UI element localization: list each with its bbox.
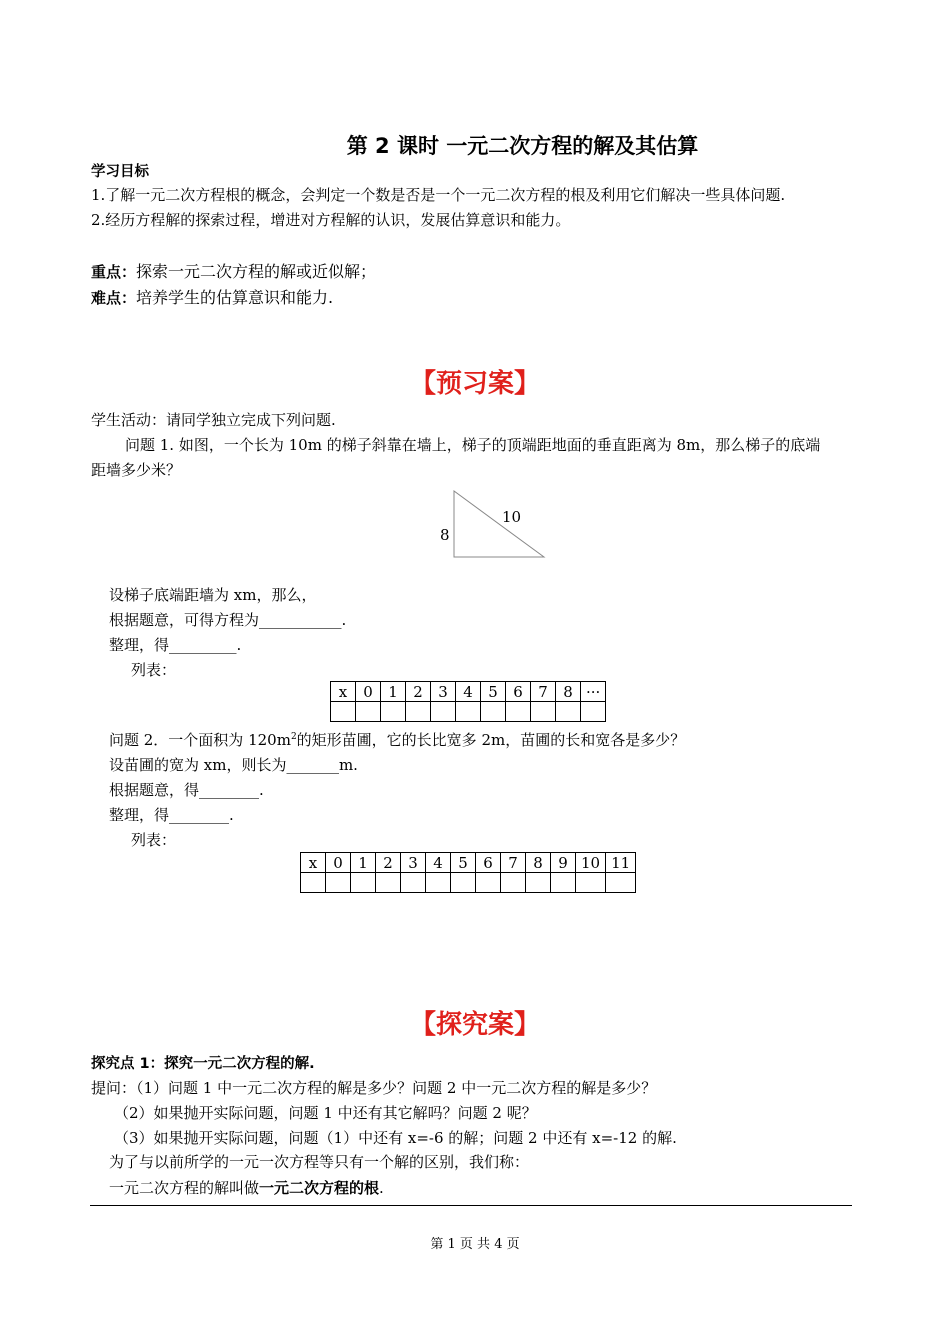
table1-value-cell (531, 702, 556, 722)
table1-header-cell: 1 (381, 682, 406, 702)
table2-header-row (301, 853, 636, 873)
table2-header-cell: 9 (551, 853, 576, 873)
table1-header-cell: 7 (531, 682, 556, 702)
table2-value-cell (301, 873, 326, 893)
table1-header-cell: 8 (556, 682, 581, 702)
table1-value-cell (431, 702, 456, 722)
triangle-shape (454, 491, 544, 557)
table2-header-cell: 6 (476, 853, 501, 873)
explore-heading: 【探究案】 (409, 1010, 540, 1040)
side-label: 8 (440, 526, 450, 544)
key-label: 重点： (91, 263, 137, 281)
activity-text: 学生活动：请同学独立完成下列问题. (91, 411, 336, 429)
preview-heading: 【预习案】 (409, 369, 540, 399)
table1-value-cell (456, 702, 481, 722)
p2-equation: 根据题意，得________. (109, 781, 264, 799)
p2-simplify: 整理，得________. (109, 806, 234, 824)
table1-header-cell: ··· (581, 682, 606, 702)
difficulty-point (91, 285, 333, 308)
p1-list: 列表： (131, 661, 177, 679)
table2-header-cell: 7 (501, 853, 526, 873)
table1-value-cell (481, 702, 506, 722)
p1-set: 设梯子底端距墙为 xm，那么， (109, 586, 317, 604)
definition-text (109, 1177, 384, 1198)
table2-header-cell: 5 (451, 853, 476, 873)
table2-value-cell (451, 873, 476, 893)
key-text: 探索一元二次方程的解或近似解； (136, 262, 377, 281)
table1 (330, 681, 606, 722)
hypotenuse-label: 10 (502, 508, 522, 526)
p2-set: 设苗圃的宽为 xm，则长为_______m. (109, 756, 358, 774)
table2-value-cell (606, 873, 636, 893)
difficulty-label: 难点： (91, 289, 137, 307)
explore-point: 探究点 1：探究一元二次方程的解. (91, 1056, 315, 1072)
table1-value-cell (381, 702, 406, 722)
p2-list: 列表： (131, 831, 177, 849)
table1-header-cell: x (331, 682, 356, 702)
p1-equation: 根据题意，可得方程为___________. (109, 611, 347, 629)
objective-2: 2.经历方程解的探索过程，增进对方程解的认识，发展估算意识和能力。 (91, 211, 571, 229)
table1-header-cell: 3 (431, 682, 456, 702)
table2-header-cell: 2 (376, 853, 401, 873)
table2-header-cell: 1 (351, 853, 376, 873)
table1-header-row (331, 682, 606, 702)
table2-value-cell (326, 873, 351, 893)
problem2-text (109, 729, 685, 750)
table2-header-cell: x (301, 853, 326, 873)
table2-value-cell (401, 873, 426, 893)
footer-divider (90, 1205, 852, 1206)
table2 (300, 852, 636, 893)
table2-header-cell: 0 (326, 853, 351, 873)
problem2-superscript: 2 (290, 732, 297, 742)
table2-value-cell (376, 873, 401, 893)
definition-part-c: . (379, 1179, 384, 1197)
table2-value-cell (576, 873, 606, 893)
question-3: （3）如果抛开实际问题，问题（1）中还有 x=-6 的解；问题 2 中还有 x=-12 的解. (114, 1129, 677, 1147)
table2-header-cell: 3 (401, 853, 426, 873)
ladder-triangle-figure (430, 485, 560, 565)
table1-value-cell (406, 702, 431, 722)
table2-value-cell (426, 873, 451, 893)
table1-header-cell: 6 (506, 682, 531, 702)
problem1-line2: 距墙多少米？ (91, 461, 182, 479)
definition-part-a: 一元二次方程的解叫做 (109, 1179, 260, 1197)
question-2: （2）如果抛开实际问题，问题 1 中还有其它解吗？问题 2 呢？ (114, 1104, 537, 1122)
table2-header-cell: 4 (426, 853, 451, 873)
problem2-part-a: 问题 2．一个面积为 120m (109, 731, 291, 749)
table2-value-cell (476, 873, 501, 893)
page-footer: 第 1 页 共 4 页 (430, 1237, 520, 1252)
objectives-heading: 学习目标 (91, 164, 149, 180)
question-1: 提问：（1）问题 1 中一元二次方程的解是多少？问题 2 中一元二次方程的解是多少？ (91, 1079, 657, 1097)
table2-value-cell (551, 873, 576, 893)
table2-value-cell (526, 873, 551, 893)
key-point (91, 259, 376, 282)
table1-value-cell (556, 702, 581, 722)
table2-header-cell: 8 (526, 853, 551, 873)
table1-value-cell (506, 702, 531, 722)
p1-simplify: 整理，得_________. (109, 636, 242, 654)
page-title: 第 2 课时 一元二次方程的解及其估算 (346, 134, 699, 158)
table1-header-cell: 2 (406, 682, 431, 702)
table2-value-cell (351, 873, 376, 893)
table2-value-row (301, 873, 636, 893)
problem2-part-b: 的矩形苗圃，它的长比宽多 2m，苗圃的长和宽各是多少？ (296, 731, 686, 749)
table2-header-cell: 11 (606, 853, 636, 873)
table2-value-cell (501, 873, 526, 893)
table1-value-cell (581, 702, 606, 722)
distinguish-text: 为了与以前所学的一元一次方程等只有一个解的区别，我们称： (109, 1153, 530, 1171)
objective-1: 1.了解一元二次方程根的概念，会判定一个数是否是一个一元二次方程的根及利用它们解决一些具体问题. (91, 186, 786, 204)
table1-header-cell: 0 (356, 682, 381, 702)
problem1-line1: 问题 1. 如图，一个长为 10m 的梯子斜靠在墙上，梯子的顶端距地面的垂直距离为 8m，那么梯子的底端 (125, 436, 821, 454)
table1-value-row (331, 702, 606, 722)
difficulty-text: 培养学生的估算意识和能力. (136, 288, 334, 307)
table2-header-cell: 10 (576, 853, 606, 873)
table1-value-cell (331, 702, 356, 722)
definition-term: 一元二次方程的根 (259, 1179, 380, 1197)
table1-header-cell: 4 (456, 682, 481, 702)
table1-header-cell: 5 (481, 682, 506, 702)
table1-value-cell (356, 702, 381, 722)
